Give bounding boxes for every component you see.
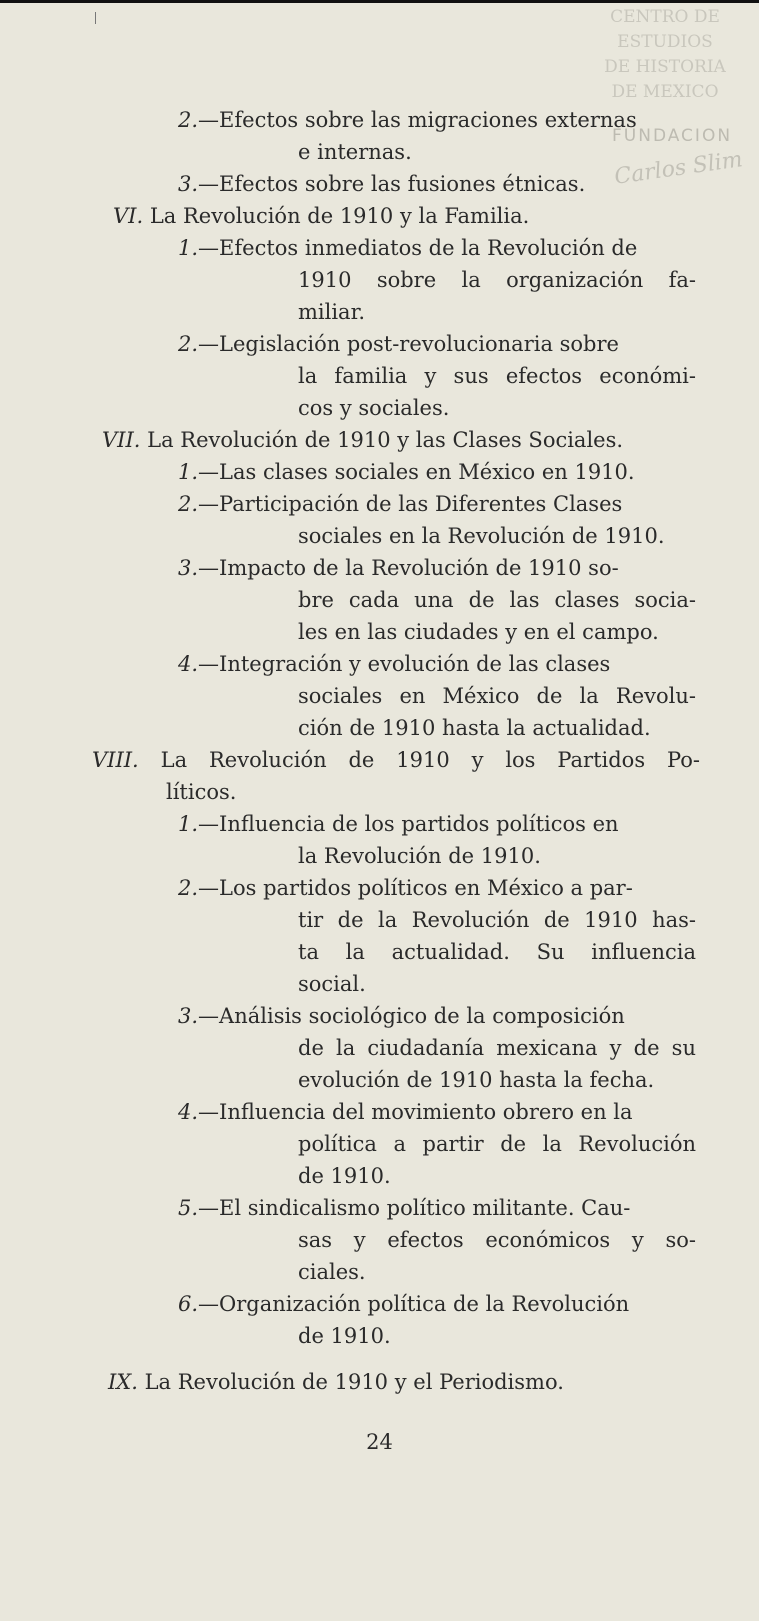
outline-continuation: de 1910. [298,1164,391,1188]
outline-section: VI. La Revolución de 1910 y la Familia. [113,204,530,228]
margin-mark [95,12,96,24]
watermark-foundation: FUNDACION [612,126,733,146]
outline-continuation: sociales en la Revolución de 1910. [298,524,665,548]
outline-continuation: cos y sociales. [298,396,450,420]
outline-item: 6.—Organización política de la Revolución [178,1292,630,1316]
outline-continuation: evolución de 1910 hasta la fecha. [298,1068,655,1092]
outline-continuation: bre cada una de las clases socia- [298,588,696,612]
outline-continuation: de 1910. [298,1324,391,1348]
outline-section: VIII. La Revolución de 1910 y los Partidos Po- [92,748,700,772]
outline-item: 3.—Análisis sociológico de la composición [178,1004,625,1028]
outline-continuation: sas y efectos económicos y so- [298,1228,696,1252]
watermark-line: ESTUDIOS [617,32,713,52]
outline-item: 3.—Efectos sobre las fusiones étnicas. [178,172,586,196]
outline-continuation: sociales en México de la Revolu- [298,684,696,708]
outline-continuation: social. [298,972,366,996]
watermark-line: CENTRO DE [610,7,720,27]
outline-continuation: la familia y sus efectos económi- [298,364,696,388]
outline-continuation: de la ciudadanía mexicana y de su [298,1036,696,1060]
outline-continuation: ción de 1910 hasta la actualidad. [298,716,651,740]
outline-continuation: política a partir de la Revolución [298,1132,696,1156]
outline-item: 2.—Participación de las Diferentes Clases [178,492,623,516]
watermark-signature: Carlos Slim [612,147,745,190]
outline-section: VII. La Revolución de 1910 y las Clases Sociales. [102,428,624,452]
watermark-line: DE HISTORIA [604,57,726,77]
outline-continuation: miliar. [298,300,365,324]
outline-item: 2.—Los partidos políticos en México a par- [178,876,633,900]
outline-continuation: e internas. [298,140,412,164]
outline-item: 2.—Efectos sobre las migraciones externas [178,108,637,132]
outline-item: 4.—Integración y evolución de las clases [178,652,611,676]
outline-item: 1.—Las clases sociales en México en 1910. [178,460,635,484]
outline-item: 1.—Efectos inmediatos de la Revolución de [178,236,638,260]
watermark-line: DE MEXICO [611,82,719,102]
outline-continuation: la Revolución de 1910. [298,844,541,868]
outline-continuation: ta la actualidad. Su influencia [298,940,696,964]
outline-item: 4.—Influencia del movimiento obrero en la [178,1100,633,1124]
outline-continuation: líticos. [166,780,237,804]
outline-continuation: les en las ciudades y en el campo. [298,620,659,644]
outline-continuation: 1910 sobre la organización fa- [298,268,696,292]
outline-item: 3.—Impacto de la Revolución de 1910 so- [178,556,619,580]
page-number: 24 [366,1430,393,1454]
outline-section: IX. La Revolución de 1910 y el Periodismo. [108,1370,564,1394]
outline-continuation: tir de la Revolución de 1910 has- [298,908,696,932]
outline-continuation: ciales. [298,1260,366,1284]
archive-watermark [580,5,750,105]
outline-item: 5.—El sindicalismo político militante. Cau- [178,1196,631,1220]
outline-item: 2.—Legislación post-revolucionaria sobre [178,332,619,356]
outline-item: 1.—Influencia de los partidos políticos en [178,812,619,836]
top-border [0,0,759,3]
